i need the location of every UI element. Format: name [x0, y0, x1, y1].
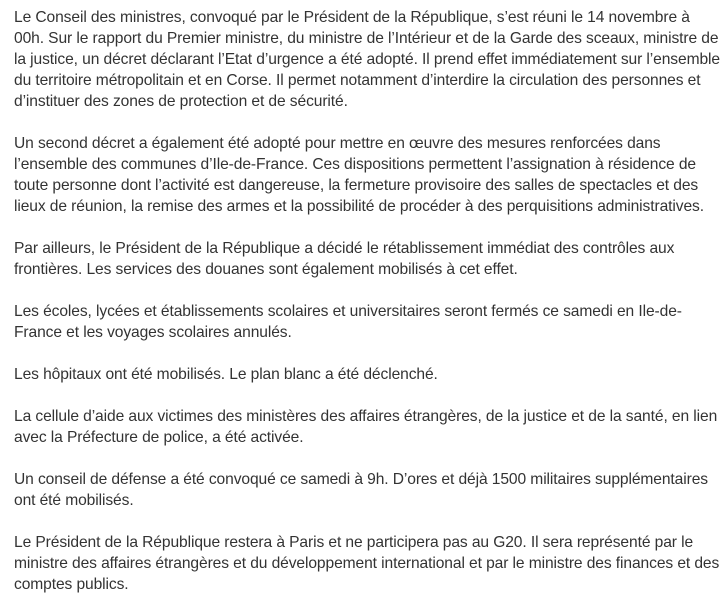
paragraph-g20: Le Président de la République restera à Paris et ne participera pas au G20. Il sera représenté par le ministre des affaires étrangères et du développement international et par le ministre des finances et des comptes publics. [14, 534, 720, 593]
paragraph-conseil-des-ministres: Le Conseil des ministres, convoqué par le Président de la République, s’est réuni le 14 novembre à 00h. Sur le rapport du Premier ministre, du ministre de l’Intérieur et de la Garde des sceaux, ministre de la justice, un décret déclarant l’Etat d’urgence a été adopté. Il prend effet immédiatement sur l’ensemble du territoire métropolitain et en Corse. Il permet notamment d’interdire la circulation des personnes et d’instituer des zones de protection et de sécurité. [14, 9, 720, 110]
paragraph-second-decret: Un second décret a également été adopté pour mettre en œuvre des mesures renforcées dans l’ensemble des communes d’Ile-de-France. Ces dispositions permettent l’assignation à résidence de toute personne dont l’activité est dangereuse, la fermeture provisoire des salles de spectacles et des lieux de réunion, la remise des armes et la possibilité de procéder à des perquisitions administratives. [14, 135, 704, 215]
article-body [14, 7, 720, 595]
paragraph-hopitaux: Les hôpitaux ont été mobilisés. Le plan blanc a été déclenché. [14, 366, 438, 383]
paragraph-controles-frontieres: Par ailleurs, le Président de la République a décidé le rétablissement immédiat des contrôles aux frontières. Les services des douanes sont également mobilisés à cet effet. [14, 240, 675, 278]
paragraph-ecoles-fermees: Les écoles, lycées et établissements scolaires et universitaires seront fermés ce samedi en Ile-de-France et les voyages scolaires annulés. [14, 303, 682, 341]
paragraph-conseil-de-defense: Un conseil de défense a été convoqué ce samedi à 9h. D’ores et déjà 1500 militaires supplémentaires ont été mobilisés. [14, 471, 708, 509]
paragraph-cellule-aide-victimes: La cellule d’aide aux victimes des ministères des affaires étrangères, de la justice et de la santé, en lien avec la Préfecture de police, a été activée. [14, 408, 718, 446]
